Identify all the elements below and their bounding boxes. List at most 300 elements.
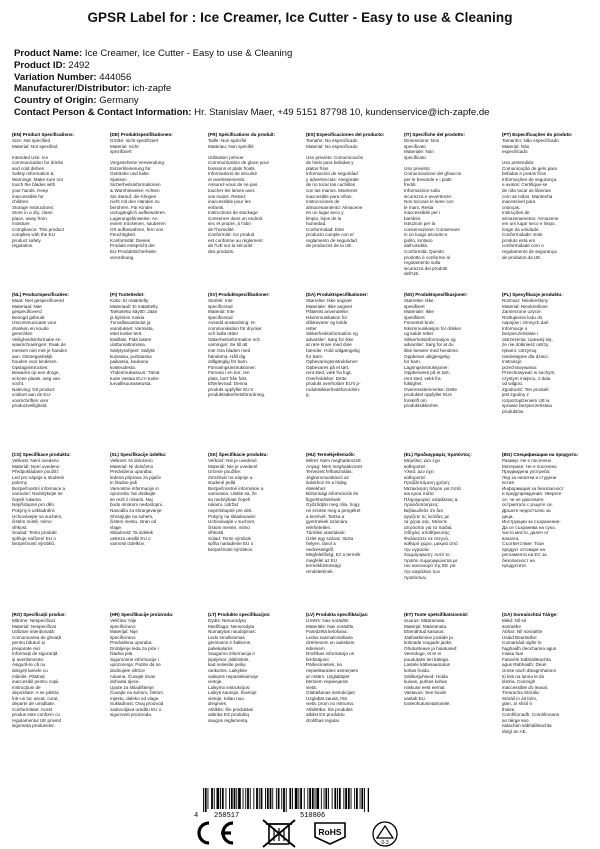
spec-line: bērniem nepieejamā: [306, 679, 348, 685]
spec-line: Påtænkt anvendelse:: [306, 309, 350, 315]
spec-line: Tervezett felhasználás:: [306, 469, 353, 475]
spec-line: że nie dotkniesz ostrzy: [502, 342, 549, 348]
spec-heading: (NO) Produktspesifikasjoner:: [404, 292, 468, 297]
spec-line: produkt uppfyller EU:s: [208, 386, 254, 392]
spec-line: depozitare: A se păstra: [12, 690, 59, 696]
spec-line: produktsikkerhet.: [404, 403, 439, 409]
spec-line: regulation.: [12, 243, 34, 249]
spec-line: Shranjujte na suhem,: [110, 513, 154, 519]
spec-line: Sikkerhetsinformasjon og: [404, 336, 456, 342]
spec-line: Materiaali: Ei määritelty: [110, 303, 158, 309]
spec-line: Produkt entspricht der: [110, 243, 155, 249]
spec-line: prodotto è conforme al: [404, 254, 450, 260]
spec-heading: (HR) Specifikacije proizvoda:: [110, 612, 174, 617]
spec-line: Paredzētā lietošana:: [306, 629, 348, 635]
spec-line: Taille: Non spécifié: [208, 138, 247, 144]
spec-line: τον κανονισμό της ΕΕ για: [404, 563, 456, 569]
spec-block: [208, 132, 298, 284]
spec-line: vietā.: [306, 684, 317, 690]
specs-row-1: [12, 132, 592, 284]
spec-line: sonraithe: [502, 623, 521, 629]
spec-line: varovania: Uistite sa, že: [208, 491, 257, 497]
spec-heading: (DA) Produktspecifikationer:: [306, 292, 369, 297]
spec-line: Instrucțiuni de: [12, 684, 41, 690]
spec-line: Communication de glace pour: [208, 160, 270, 166]
spec-line: rukama. Čuvajte izvan: [110, 673, 156, 679]
barcode-bar: [270, 788, 272, 809]
barcode-bar: [324, 788, 325, 809]
spec-line: hænder. Hold utilgængelig: [306, 347, 360, 353]
spec-line: gyermekek számára: [306, 519, 348, 525]
spec-line: jest zgodny z: [502, 392, 529, 398]
spec-line: puudutaks teri kätega.: [404, 656, 450, 662]
spec-line: Информация за безопасност: [502, 485, 564, 491]
spec-line: čistom mieste, mimo: [208, 524, 250, 530]
spec-line: Bezpečnostné informácie a: [208, 485, 264, 491]
barcode-bar: [226, 788, 227, 809]
spec-line: Material: No especificado: [306, 143, 358, 149]
barcode-bar: [295, 788, 298, 809]
spec-line: Predviđena uporaba:: [110, 640, 153, 646]
spec-line: berühren. Für Kinder: [110, 204, 153, 210]
spec-line: Méid: Níl sé: [502, 618, 527, 624]
spec-line: brīdinājumi:: [306, 656, 330, 662]
spec-line: productveiligheid.: [12, 403, 48, 409]
spec-line: Laikymo instrukcijos:: [208, 684, 251, 690]
spec-line: Størrelse: Ikke angivet: [306, 298, 352, 304]
barcode-bar: [368, 788, 369, 812]
spec-line: sicurezza e avvertenze:: [404, 193, 453, 199]
spec-heading: (NL) Productspecificaties:: [12, 292, 69, 297]
spec-heading: (SK) Špecifikácie produktu:: [208, 452, 268, 457]
spec-line: e avisos: Certifique-se: [502, 182, 548, 188]
spec-line: och kalla rätter: [208, 331, 239, 337]
spec-line: sec et propre, à l'abri: [208, 221, 251, 227]
spec-line: Assurez-vous de ne pas: [208, 182, 258, 188]
spec-line: Bezpečnostní informace a: [12, 485, 66, 491]
spec-line: Győződjön meg róla, hogy: [306, 502, 360, 508]
spec-line: bambini.: [404, 215, 422, 221]
spec-line: at røre knive med dine: [306, 342, 352, 348]
spec-line: studené jedlá: [208, 480, 236, 486]
manufacturer-row: [14, 83, 594, 95]
spec-line: Soulad: Tento produkt: [12, 530, 57, 536]
spec-line: Drobljenje leda za piće i: [110, 645, 159, 651]
spec-line: Veiligheidsinformatie en: [12, 336, 61, 342]
spec-line: Intended Use: Ice: [12, 154, 49, 160]
spec-block: [502, 452, 592, 604]
spec-line: Turvallisuustiedot ja: [110, 320, 151, 326]
spec-line: longe da umidade.: [502, 226, 540, 232]
spec-line: Размер: Не е посочено: [502, 458, 552, 464]
spec-line: ledena priprava za pijače: [110, 474, 162, 480]
spec-line: roduktsikkerhedsforordnin-: [306, 386, 361, 392]
spec-line: toucher les lames avec: [208, 187, 255, 193]
spec-line: od wilgoci.: [502, 381, 524, 387]
spec-line: paikassa, kaukana: [110, 359, 149, 365]
barcode-bar: [348, 788, 350, 809]
barcode-bar: [229, 788, 230, 809]
spec-line: inaccessibile per i: [404, 210, 441, 216]
barcode-bar: [351, 788, 352, 809]
spec-line: drikkevarer og kolde: [306, 320, 348, 326]
spec-line: for barn.: [404, 359, 422, 365]
barcode-bar: [343, 788, 344, 809]
spec-line: an táirge seo: [502, 717, 529, 723]
spec-heading: (CS) Specifikace produktu:: [12, 452, 71, 457]
spec-line: plats, bort från fukt.: [208, 375, 248, 381]
spec-line: Jégkommunikáció az: [306, 474, 349, 480]
spec-line: elérhetetlen.: [306, 524, 332, 530]
spec-block: [110, 452, 200, 604]
spec-line: Μετακίνηση πάγου για ποτά: [404, 485, 461, 491]
spec-line: inacessível para: [502, 199, 536, 205]
spec-line: sprawie bezpieczeństwa: [502, 403, 552, 409]
spec-line: Zgodność: Ten produkt: [502, 386, 549, 392]
spec-line: Zmrzlinár na nápoje a: [208, 474, 253, 480]
spec-line: Istruzioni per la: [404, 221, 436, 227]
spec-line: Súlad: Tento výrobok: [208, 535, 251, 541]
spec-line: fuktighet.: [404, 381, 423, 387]
spec-line: ikke berører med hendene.: [404, 347, 460, 353]
spec-block: [12, 612, 102, 762]
spec-line: Size: Not specified: [12, 138, 51, 144]
barcode-bar: [243, 788, 244, 809]
spec-line: Υλικό: Δεν έχει: [404, 469, 434, 475]
spec-line: Conformitate: Acest: [12, 706, 53, 712]
spec-line: humedad.: [306, 221, 327, 227]
spec-block: [208, 612, 298, 762]
spec-line: regulamentul UE privind: [12, 717, 62, 723]
spec-line: dranken en koude: [12, 325, 49, 331]
spec-line: rukami. Udržať: [208, 502, 239, 508]
spec-line: dodirujete oštrice: [110, 667, 145, 673]
barcode-bar: [272, 788, 273, 809]
spec-line: Iskommunikasjon for drikker: [404, 325, 462, 331]
spec-line: forskrift om: [404, 397, 427, 403]
spec-line: se rezil z rokami. Naj: [110, 496, 153, 502]
spec-line: de l'UE sur la sécurité: [208, 243, 253, 249]
spec-line: and cold dishes: [12, 165, 44, 171]
spec-line: Ledus sasmalcināšana: [306, 634, 353, 640]
barcode-bar: [278, 788, 280, 809]
spec-block: [404, 292, 494, 444]
barcode-bar: [234, 788, 236, 809]
country-origin-label: Country of Origin:: [14, 95, 97, 107]
spec-line: Conformidade: Este: [502, 232, 543, 238]
spec-line: og kalde retter: [404, 331, 434, 337]
spec-line: Storlek: Inte: [208, 298, 233, 304]
spec-block: [12, 132, 102, 284]
spec-line: Instruções de: [502, 210, 530, 216]
spec-line: Pokyny k uskladnění:: [12, 507, 56, 513]
ce-mark-icon: [188, 820, 240, 846]
spec-line: touch the blades with: [12, 182, 56, 188]
barcode-digit-left: 4: [194, 812, 199, 820]
spec-line: Velikost: Ni določeno: [110, 458, 153, 464]
spec-line: καθοριστεί: [404, 463, 426, 469]
spec-line: inaccessible pour les: [208, 199, 251, 205]
spec-line: Materiaal: Niet: [12, 303, 42, 309]
spec-line: inaccessible for: [12, 193, 44, 199]
spec-block: [404, 452, 494, 604]
spec-block: [306, 292, 396, 444]
barcode-bar: [292, 788, 293, 809]
spec-line: enfants.: [208, 204, 225, 210]
spec-line: Pokyny na skladovanie:: [208, 513, 257, 519]
barcode-bar: [203, 788, 204, 812]
spec-line: your hands. Keep: [12, 187, 49, 193]
barcode-bar: [364, 788, 365, 812]
spec-block: [12, 292, 102, 444]
spec-line: agus Rabhaidh: Déan: [502, 662, 547, 668]
spec-line: Vastavus: See toode: [404, 690, 447, 696]
spec-line: ustreza uredbi EU o: [110, 535, 151, 541]
spec-line: Sikkerhedsinformation og: [306, 331, 358, 337]
spec-line: produktet oppfyller EUs: [404, 392, 452, 398]
barcode-bar: [259, 788, 260, 809]
spec-line: безопасност на: [502, 557, 535, 563]
barcode-bar: [307, 788, 308, 809]
spec-line: Conformité: Ce produit: [208, 232, 255, 238]
spec-line: reglamento de seguridad: [306, 237, 357, 243]
spec-line: de no tocar las cuchillas: [306, 182, 356, 188]
spec-line: producto cumple con el: [306, 232, 354, 238]
spec-line: Konformität: Dieses: [110, 237, 151, 243]
recycle-bin-icon: [255, 818, 303, 848]
barcode-bar: [360, 788, 361, 809]
spec-line: Instructions de stockage:: [208, 210, 259, 216]
spec-line: conservazione: Conservare: [404, 226, 460, 232]
spec-line: Μέγεθος: Δεν έχει: [404, 458, 441, 464]
spec-line: čistém místě, mimo: [12, 519, 52, 525]
spec-line: Material: nicht: [110, 143, 139, 149]
spec-line: Informations de sécurité: [208, 171, 258, 177]
spec-line: Ábhar: Níl sonraithe: [502, 629, 543, 635]
spec-line: ar rokām. Uzglabājiet: [306, 673, 350, 679]
spec-line: inaccessible do leanaí.: [502, 684, 549, 690]
spec-line: niedostępne dla dzieci.: [502, 353, 549, 359]
spec-line: Material: Não: [502, 143, 530, 149]
spec-line: Uso previsto: Comunicación: [306, 154, 364, 160]
spec-line: Uchovávejte na suchém,: [12, 513, 63, 519]
barcode-bar: [334, 788, 336, 809]
spec-line: Comunicarea de gheață: [12, 634, 62, 640]
spec-line: nepieskaraties asmeņiem: [306, 667, 359, 673]
barcode-bar: [283, 788, 285, 812]
barcode-bar: [238, 788, 241, 809]
spec-line: em um lugar seco e limpo,: [502, 221, 556, 227]
spec-line: Informazioni sulla: [404, 187, 440, 193]
spec-line: Feuchtigkeit.: [110, 232, 137, 238]
spec-line: Uchovávajte v suchom,: [208, 519, 256, 525]
spec-line: Speisen: [110, 176, 127, 182]
spec-line: aan. Ontoegankelijk: [12, 353, 53, 359]
spec-line: schone plaats, weg van: [12, 375, 61, 381]
spec-line: Συμμόρφωση: Αυτό το: [404, 552, 450, 558]
spec-line: spĺňa nariadenie EÚ o: [208, 541, 254, 547]
spec-line: Atitiktis: Šis produktas: [208, 706, 253, 712]
spec-line: Tamaño: No especificado: [306, 138, 358, 144]
spec-line: atbilst ES produktu: [306, 712, 345, 718]
spec-line: Stóráil in áit tirim,: [502, 695, 538, 701]
spec-line: Uso previsto:: [404, 165, 431, 171]
spec-line: opozorila: Ne dotikajte: [110, 491, 156, 497]
spec-line: tú leis na lanna le do: [502, 673, 545, 679]
manufacturer-label: Manufacturer/Distributor:: [14, 83, 130, 95]
spec-line: regolamento sulla: [404, 260, 441, 266]
product-info: [14, 48, 594, 119]
spec-line: Rozłupienie lodu do: [502, 314, 543, 320]
variation-number-value: 444056: [96, 71, 132, 83]
spec-line: Material: Ni določeno: [110, 463, 154, 469]
spec-line: Beoogd gebruik:: [12, 314, 46, 320]
spec-line: patiekalams: [208, 645, 233, 651]
spec-line: Biztonsági információk és: [306, 491, 359, 497]
spec-line: Faisnéis Sábháilteachta: [502, 656, 551, 662]
barcode-bar: [315, 788, 316, 809]
spec-line: Materiál: Není uvedeno: [12, 463, 60, 469]
barcode-bar: [286, 788, 287, 812]
spec-heading: (LV) Produkta specifikācijas:: [306, 612, 369, 617]
spec-line: especificado: [502, 149, 528, 155]
spec-line: tooteohutusmäärusele.: [404, 701, 451, 707]
spec-line: Predvidena uporaba:: [110, 469, 153, 475]
spec-line: sigurnosti proizvoda.: [110, 712, 153, 718]
spec-line: niiskuse eest eemal.: [404, 684, 446, 690]
spec-line: boissons et plats froids: [208, 165, 255, 171]
spec-line: Yhdenmukaisuus: Tämä: [110, 370, 160, 376]
spec-line: termékbiztonsági: [306, 563, 341, 569]
spec-line: Avsedd användning: Is-: [208, 320, 256, 326]
spec-line: product safety: [12, 237, 41, 243]
spec-line: Ort aufbewahren, fern von: [110, 226, 164, 232]
spec-line: limpio, lejos de la: [306, 215, 342, 221]
spec-line: Pārliecinieties, ka: [306, 662, 342, 668]
contact-label: Contact Person & Contact Information:: [14, 106, 192, 118]
spec-line: bezpečnosti výrobkov.: [208, 546, 254, 552]
spec-line: Getränke und kalte: [110, 171, 149, 177]
spec-line: Materiāls: Nav norādīts: [306, 623, 354, 629]
spec-line: Utilisation prévue:: [208, 154, 245, 160]
barcode-bar: [205, 788, 207, 812]
spec-line: produs este conform cu: [12, 712, 61, 718]
spec-line: de hielo para bebidas y: [306, 160, 354, 166]
spec-line: продукт отговаря на: [502, 546, 545, 552]
spec-line: sa nedotýkate čepelí: [208, 496, 251, 502]
spec-line: táirgí an AE.: [502, 728, 528, 734]
spec-line: spesifisert: [404, 314, 425, 320]
spec-line: a kezével. Tartsa a: [306, 513, 345, 519]
spec-line: Cumarsáid oighir le: [502, 640, 542, 646]
specs-row-2: [12, 292, 592, 444]
spec-line: Iskommunikation for: [306, 314, 348, 320]
spec-line: įspėjimai: Įsitikinkite,: [208, 656, 250, 662]
spec-block: [306, 612, 396, 762]
spec-line: varoitukset: Varmista,: [110, 325, 154, 331]
spec-line: hladna jela: [110, 651, 133, 657]
spec-line: Sukladnost: Ovaj proizvod: [110, 701, 164, 707]
spec-line: advarsler: Sørg for ikke: [306, 336, 354, 342]
spec-line: kad neliesite peilių: [208, 662, 246, 668]
spec-block: [502, 292, 592, 444]
spec-line: platos fríos: [306, 165, 329, 171]
spec-line: Méret: Nem meghatározott: [306, 458, 361, 464]
country-origin-row: [14, 95, 594, 107]
spec-line: Forventet bruk:: [404, 320, 435, 326]
spec-line: чисто място, далеч от: [502, 530, 549, 536]
spec-line: nepríristupné pre deti.: [208, 507, 253, 513]
spec-line: влагата.: [502, 535, 520, 541]
spec-line: vietoje.: [208, 679, 223, 685]
spec-line: drėgmės.: [208, 701, 228, 707]
spec-line: Led pro nápoje a studené: [12, 474, 65, 480]
spec-line: inaccesible para niños.: [306, 193, 353, 199]
spec-line: specificirano: [110, 634, 136, 640]
spec-line: megfelel az EU: [306, 557, 338, 563]
spec-heading: (IT) Specifiche del prodotto:: [404, 132, 465, 137]
spec-line: ulottumattomissa.: [110, 342, 146, 348]
spec-line: Προβλεπόμενη χρήση:: [404, 480, 451, 486]
spec-line: Utilizare intenționată:: [12, 629, 55, 635]
barcode-bar: [339, 788, 341, 809]
spec-line: messen niet met je handen: [12, 347, 68, 353]
barcode-bar: [289, 788, 291, 809]
spec-line: külmade roogade jaoks: [404, 640, 452, 646]
spec-line: est conforme au règlement: [208, 237, 263, 243]
spec-line: Informacje o: [502, 325, 528, 331]
spec-line: rankomis. Laikykite: [208, 667, 248, 673]
spec-line: napojów i zimnych dań: [502, 320, 549, 326]
spec-heading: (BG) Спецификации на продукта:: [502, 452, 579, 457]
spec-line: Veličina: Nije: [110, 618, 137, 624]
spec-line: Čuvajte na suhom, čistom: [110, 690, 163, 696]
spec-line: Βεβαιωθείτε ότι δεν: [404, 507, 444, 513]
spec-line: Opbevares på et tørt,: [306, 364, 350, 370]
barcode-bar: [217, 788, 220, 809]
svg-text:RoHS: RoHS: [318, 827, 342, 837]
variation-number-label: Variation Number:: [14, 71, 97, 83]
spec-line: Rozmiar: Nieokreślony: [502, 298, 549, 304]
spec-line: miasa fuar: [502, 651, 524, 657]
spec-line: kosteudesta.: [110, 364, 137, 370]
spec-line: bebidas e pratos frios: [502, 171, 546, 177]
spec-line: деца.: [502, 513, 514, 519]
spec-line: rent sted, vekk fra: [404, 375, 441, 381]
spec-line: glan, ar shiúl ó: [502, 701, 532, 707]
spec-line: vaikams nepasiekiamoje: [208, 673, 259, 679]
barcode-bar: [253, 788, 254, 809]
spec-line: thaise.: [502, 706, 516, 712]
spec-line: Instrukcje: [502, 359, 522, 365]
spec-line: bodo otrokom nedostopni.: [110, 502, 164, 508]
spec-line: Materiale: Ikke: [404, 309, 434, 315]
spec-line: haghaidh deochanna agus: [502, 645, 557, 651]
barcode-bar: [325, 788, 327, 809]
spec-line: Material: Inte: [208, 309, 235, 315]
spec-line: zadovoljava uredbu EU o: [110, 706, 162, 712]
spec-line: con las manos. Mantener: [306, 187, 358, 193]
spec-line: Jäähakkimine jookide ja: [404, 634, 453, 640]
spec-line: Lagringsinstruksjoner:: [404, 364, 449, 370]
spec-line: Koko: Ei määritelty: [110, 298, 149, 304]
spec-line: rękami. Utrzymuj: [502, 347, 537, 353]
spec-line: Efterlevnad: Denna: [208, 381, 248, 387]
spec-line: Material: Nespecificat: [12, 623, 56, 629]
spec-line: Materiale: Non: [404, 149, 434, 155]
spec-line: Comunicazione del ghiaccio: [404, 171, 462, 177]
spec-line: Drošības informācija un: [306, 651, 355, 657]
